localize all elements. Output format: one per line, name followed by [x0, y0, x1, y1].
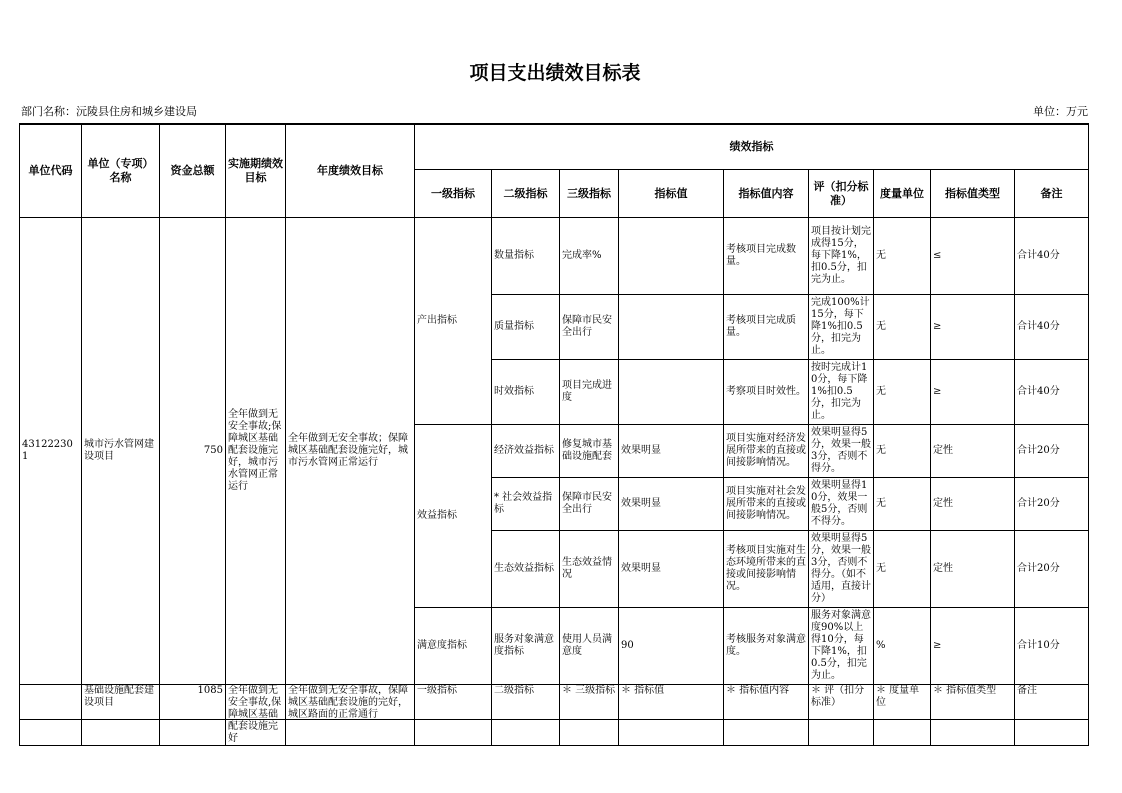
level3-cell: 保障市民安全出行 — [560, 478, 619, 531]
unit-cell: ＊ 度量单位 — [874, 685, 931, 746]
table-row — [20, 685, 1089, 746]
header-unit-name: 单位（专项）名称 — [82, 125, 160, 218]
type-cell: 定性 — [931, 531, 1015, 608]
header-value-content: 指标值内容 — [724, 170, 809, 218]
unit-cell: 无 — [874, 218, 931, 295]
table-bottom-border — [19, 719, 1089, 720]
header-level3: 三级指标 — [560, 170, 619, 218]
page-title: 项目支出绩效目标表 — [469, 62, 641, 84]
funds-cell: 1085 — [160, 685, 226, 746]
scoring-cell: ＊ 评（扣分标准） — [809, 685, 874, 746]
scoring-cell: 项目按计划完成得15分，每下降1%，扣0.5分，扣完为止。 — [809, 218, 874, 295]
scoring-cell: 按时完成计10分，每下降1%扣0.5分，扣完为止。 — [809, 360, 874, 425]
level2-cell: 时效指标 — [492, 360, 560, 425]
scoring-cell: 效果明显得5分，效果一般3分，否则不得分。 — [809, 425, 874, 478]
type-cell: 定性 — [931, 478, 1015, 531]
level1-cell: 满意度指标 — [415, 608, 492, 685]
header-level2: 二级指标 — [492, 170, 560, 218]
scoring-cell: 效果明显得5分，效果一般3分，否则不得分。（如不适用，直接计分） — [809, 531, 874, 608]
unit-code-cell: 431222301 — [20, 218, 82, 685]
value-cell: 90 — [619, 608, 724, 685]
remark-cell: 备注 — [1015, 685, 1089, 746]
header-measure-unit: 度量单位 — [874, 170, 931, 218]
header-perf-indicators: 绩效指标 — [415, 125, 1089, 170]
content-cell: 考核服务对象满意度。 — [724, 608, 809, 685]
content-cell: 考察项目时效性。 — [724, 360, 809, 425]
remark-cell: 合计40分 — [1015, 295, 1089, 360]
level1-cell: 产出指标 — [415, 218, 492, 425]
level3-cell: 使用人员满意度 — [560, 608, 619, 685]
type-cell: ≥ — [931, 295, 1015, 360]
level1-cell: 一级指标 — [415, 685, 492, 746]
header-annual-goal: 年度绩效目标 — [286, 125, 415, 218]
content-cell: 考核项目实施对生态环境所带来的直接或间接影响情况。 — [724, 531, 809, 608]
header-value-type: 指标值类型 — [931, 170, 1015, 218]
header-total-funds: 资金总额 — [160, 125, 226, 218]
remark-cell: 合计20分 — [1015, 425, 1089, 478]
level2-cell: 生态效益指标 — [492, 531, 560, 608]
unit-code-cell — [20, 685, 82, 746]
unit-cell: 无 — [874, 295, 931, 360]
unit-label: 单位：万元 — [1033, 105, 1088, 118]
level2-cell: * 社会效益指标 — [492, 478, 560, 531]
remark-cell: 合计40分 — [1015, 360, 1089, 425]
level2-cell: 二级指标 — [492, 685, 560, 746]
level3-cell: 生态效益情况 — [560, 531, 619, 608]
content-cell: 考核项目完成质量。 — [724, 295, 809, 360]
type-cell: 定性 — [931, 425, 1015, 478]
header-value: 指标值 — [619, 170, 724, 218]
header-level1: 一级指标 — [415, 170, 492, 218]
content-cell: 项目实施对社会发展所带来的直接或间接影响情况。 — [724, 478, 809, 531]
department-label: 部门名称：沅陵县住房和城乡建设局 — [21, 105, 197, 118]
header-scoring: 评（扣分标准） — [809, 170, 874, 218]
remark-cell: 合计10分 — [1015, 608, 1089, 685]
project-name-cell: 城市污水管网建设项目 — [82, 218, 160, 685]
level3-cell: 修复城市基础设施配套 — [560, 425, 619, 478]
scoring-cell: 效果明显得10分，效果一般5分，否则不得分。 — [809, 478, 874, 531]
unit-cell: 无 — [874, 360, 931, 425]
header-impl-goal: 实施期绩效目标 — [226, 125, 286, 218]
funds-cell: 750 — [160, 218, 226, 685]
remark-cell: 合计20分 — [1015, 531, 1089, 608]
type-cell: ＊ 指标值类型 — [931, 685, 1015, 746]
unit-cell: 无 — [874, 478, 931, 531]
project-name-cell: 基础设施配套建设项目 — [82, 685, 160, 746]
scoring-cell: 完成100%计15分，每下降1%扣0.5分，扣完为止。 — [809, 295, 874, 360]
type-cell: ≥ — [931, 608, 1015, 685]
level3-cell: 保障市民安全出行 — [560, 295, 619, 360]
content-cell: 考核项目完成数量。 — [724, 218, 809, 295]
level2-cell: 经济效益指标 — [492, 425, 560, 478]
value-cell — [619, 295, 724, 360]
unit-cell: 无 — [874, 425, 931, 478]
value-cell — [619, 218, 724, 295]
impl-goal-cell: 全年做到无安全事故;保障城区基础配套设施完好，城市污水管网正常运行 — [226, 218, 286, 685]
type-cell: ≥ — [931, 360, 1015, 425]
value-cell — [619, 360, 724, 425]
value-cell: 效果明显 — [619, 425, 724, 478]
level1-cell: 效益指标 — [415, 425, 492, 608]
scoring-cell: 服务对象满意度90%以上得10分，每下降1%，扣0.5分，扣完为止。 — [809, 608, 874, 685]
performance-table — [19, 124, 1089, 746]
level3-cell: 完成率% — [560, 218, 619, 295]
content-cell: ＊ 指标值内容 — [724, 685, 809, 746]
level3-cell: 项目完成进度 — [560, 360, 619, 425]
table-row — [20, 218, 1089, 295]
type-cell: ≤ — [931, 218, 1015, 295]
remark-cell: 合计40分 — [1015, 218, 1089, 295]
level2-cell: 质量指标 — [492, 295, 560, 360]
table-container — [19, 124, 1089, 744]
value-cell: ＊ 指标值 — [619, 685, 724, 746]
header-unit-code: 单位代码 — [20, 125, 82, 218]
remark-cell: 合计20分 — [1015, 478, 1089, 531]
value-cell: 效果明显 — [619, 531, 724, 608]
impl-goal-cell: 全年做到无安全事故,保障城区基础配套设施完好 — [226, 685, 286, 746]
level2-cell: 数量指标 — [492, 218, 560, 295]
level3-cell: ＊ 三级指标 — [560, 685, 619, 746]
value-cell: 效果明显 — [619, 478, 724, 531]
unit-cell: % — [874, 608, 931, 685]
content-cell: 项目实施对经济发展所带来的直接或间接影响情况。 — [724, 425, 809, 478]
annual-goal-cell: 全年做到无安全事故，保障城区基础配套设施的完好，城区路面的正常通行 — [286, 685, 415, 746]
unit-cell: 无 — [874, 531, 931, 608]
header-remark: 备注 — [1015, 170, 1089, 218]
level2-cell: 服务对象满意度指标 — [492, 608, 560, 685]
annual-goal-cell: 全年做到无安全事故；保障城区基础配套设施完好，城市污水管网正常运行 — [286, 218, 415, 685]
